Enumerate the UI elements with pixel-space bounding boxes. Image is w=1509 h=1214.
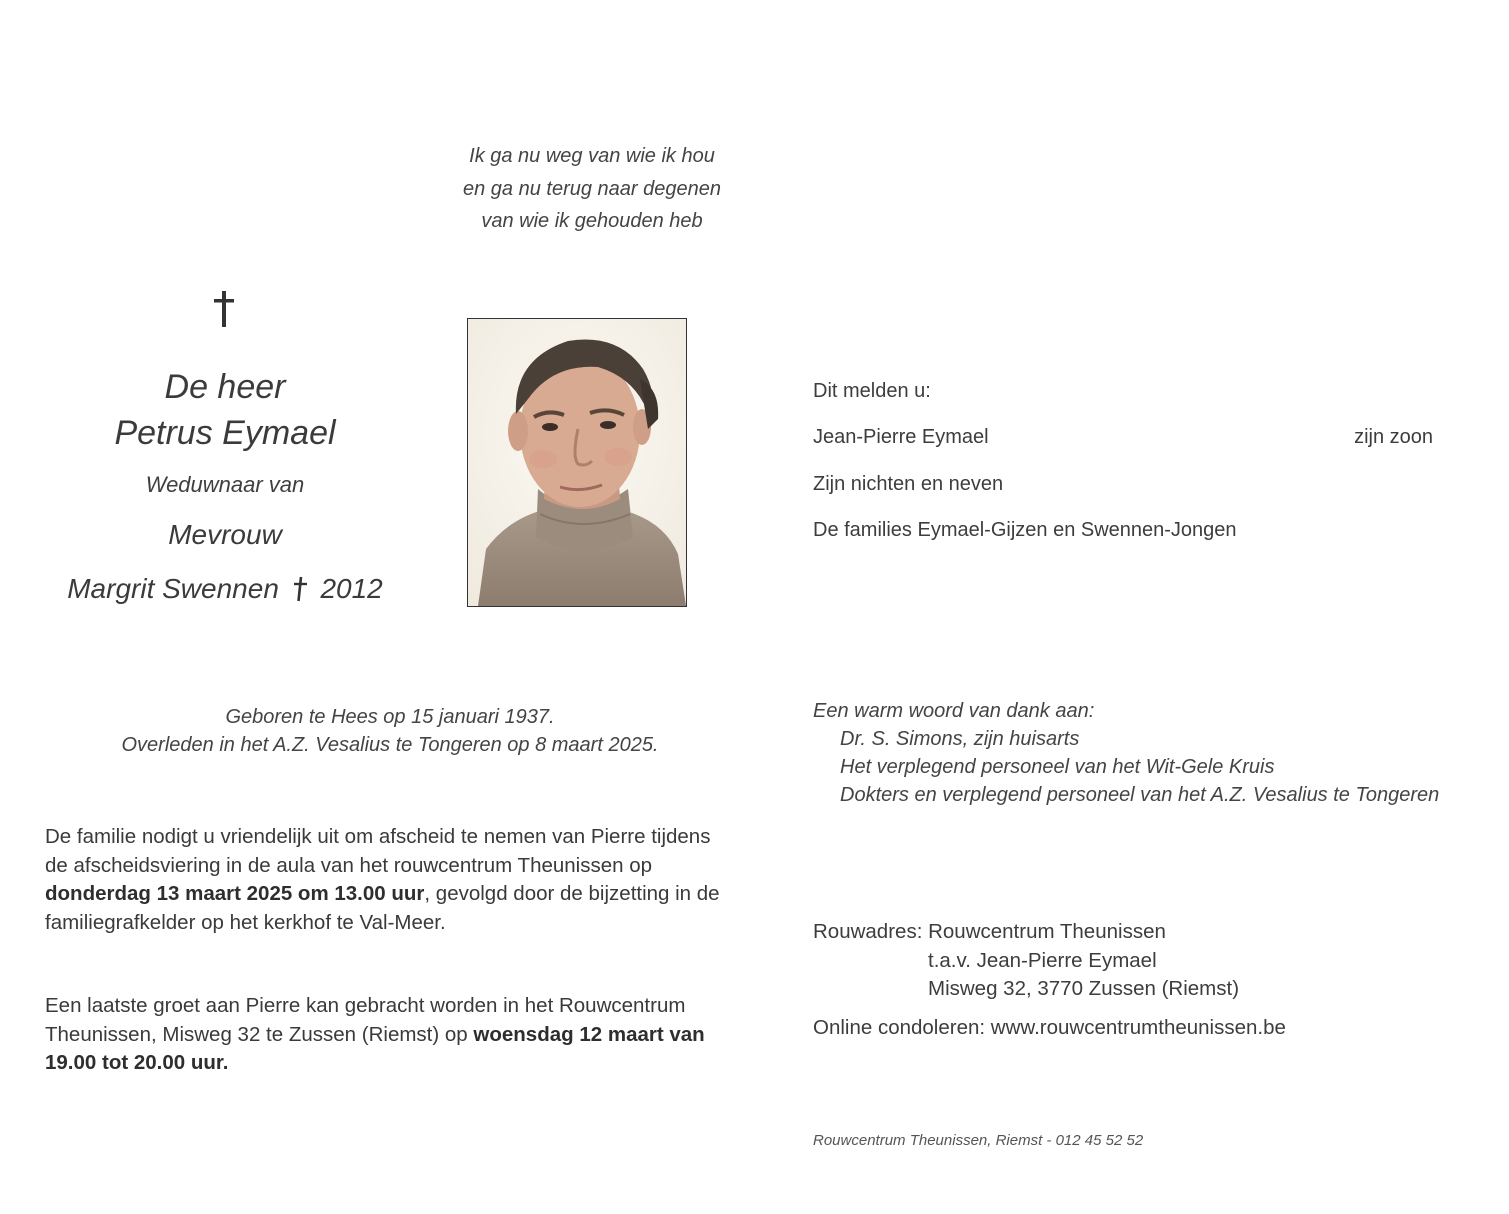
thanks-heading: Een warm woord van dank aan: [813, 700, 1095, 722]
died-text: Overleden in het A.Z. Vesalius te Tongeren op 8 maart 2025. [121, 734, 659, 756]
online-condolence: Online condoleren: www.rouwcentrumtheunissen.be [813, 1016, 1286, 1039]
widower-label: Weduwnaar van [145, 472, 305, 497]
address-first-line [813, 918, 1493, 947]
announce-intro: Dit melden u: [813, 380, 931, 402]
cross-icon [200, 285, 248, 333]
spouse-name: Margrit Swennen [67, 573, 279, 604]
relative-row [813, 426, 1443, 449]
farewell-paragraph [45, 823, 735, 937]
poem-line: van wie ik gehouden heb [481, 210, 703, 232]
relative-row [813, 519, 1443, 542]
address-block [813, 918, 1493, 1004]
cross-icon [291, 572, 309, 598]
deceased-block [40, 364, 410, 610]
relative-row [813, 473, 1443, 496]
relative-relation: zijn zoon [1354, 426, 1433, 448]
address-line-3: Misweg 32, 3770 Zussen (Riemst) [928, 977, 1240, 1000]
farewell-text-2: , gevolgd door de bijzetting in de familiegrafkelder op het kerkhof te Val-Meer. [45, 882, 720, 934]
thanks-item: Het verplegend personeel van het Wit-Gele Kruis [840, 756, 1275, 778]
deceased-title: De heer [164, 368, 286, 406]
spouse-year: 2012 [320, 573, 383, 604]
thanks-item: Dokters en verplegend personeel van het A.Z. Vesalius te Tongeren [840, 784, 1440, 806]
address-line-1: Rouwcentrum Theunissen [928, 920, 1166, 943]
poem-line: en ga nu terug naar degenen [463, 177, 721, 200]
address-line-2: t.a.v. Jean-Pierre Eymael [928, 948, 1157, 972]
deceased-name: Petrus Eymael [114, 414, 336, 452]
footer-credit: Rouwcentrum Theunissen, Riemst - 012 45 52 52 [813, 1132, 1144, 1149]
relative-name: Jean-Pierre Eymael [813, 426, 989, 448]
spouse-line [40, 568, 410, 610]
life-dates [90, 703, 690, 759]
thanks-block [813, 697, 1493, 809]
relative-name: Zijn nichten en neven [813, 473, 1004, 495]
farewell-text-1: De familie nodigt u vriendelijk uit om afscheid te nemen van Pierre tijdens de afscheidsviering in de aula van het rouwcentrum Theunissen op [45, 825, 711, 877]
farewell-datetime: donderdag 13 maart 2025 om 13.00 uur [45, 882, 425, 905]
born-text: Geboren te Hees op 15 januari 1937. [225, 706, 555, 728]
portrait-photo [467, 318, 687, 607]
greeting-paragraph [45, 992, 735, 1078]
address-label: Rouwadres: [813, 920, 923, 943]
poem-line: Ik ga nu weg van wie ik hou [469, 145, 715, 167]
greeting-datetime: woensdag 12 maart van 19.00 tot 20.00 uur. [45, 1022, 705, 1074]
spouse-title: Mevrouw [168, 519, 282, 550]
greeting-text-1: Een laatste groet aan Pierre kan gebracht worden in het Rouwcentrum Theunissen, Misweg 32 te Zussen (Riemst) op [45, 994, 686, 1046]
thanks-item: Dr. S. Simons, zijn huisarts [840, 728, 1080, 750]
relative-name: De families Eymael-Gijzen en Swennen-Jongen [813, 519, 1237, 541]
poem [392, 140, 792, 238]
